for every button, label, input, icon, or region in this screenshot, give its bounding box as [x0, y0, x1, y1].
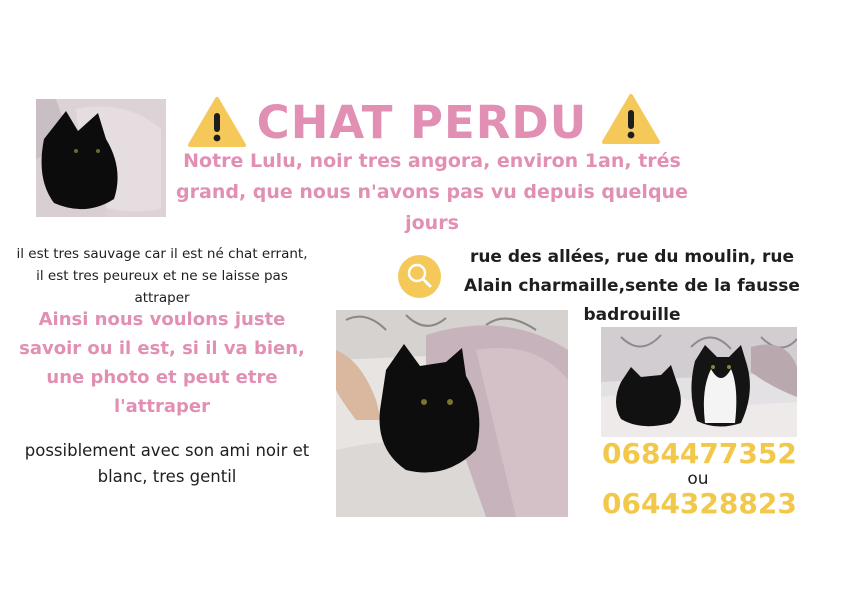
friend-note-text: possiblement avec son ami noir et blanc, tres gentil	[24, 441, 310, 486]
search-icon	[398, 255, 441, 298]
owner-wish-text: Ainsi nous voulons juste savoir ou il est, si il va bien, une photo et peut etre l'attraper	[19, 309, 305, 417]
cat-behavior-text: il est tres sauvage car il est né chat errant, il est tres peureux et ne se laisse pas attraper	[16, 246, 308, 306]
cat-description: Notre Lulu, noir tres angora, environ 1an, trés grand, que nous n'avons pas vu depuis quelque jours	[176, 150, 688, 234]
poster-title: CHAT PERDU	[256, 96, 588, 149]
phone-separator: ou	[687, 469, 709, 489]
contact-phones	[602, 437, 797, 520]
phone-number-1[interactable]: 0684477352	[602, 437, 797, 470]
photo-cat-pillow-small	[36, 99, 166, 217]
photo-cats-pair	[601, 327, 797, 437]
phone-number-2[interactable]: 0644328823	[602, 487, 797, 520]
warning-icon	[188, 96, 246, 152]
location-streets: rue des allées, rue du moulin, rue Alain charmaille,sente de la fausse badrouille	[464, 247, 800, 325]
warning-icon	[602, 93, 660, 149]
photo-cat-center	[336, 310, 568, 517]
